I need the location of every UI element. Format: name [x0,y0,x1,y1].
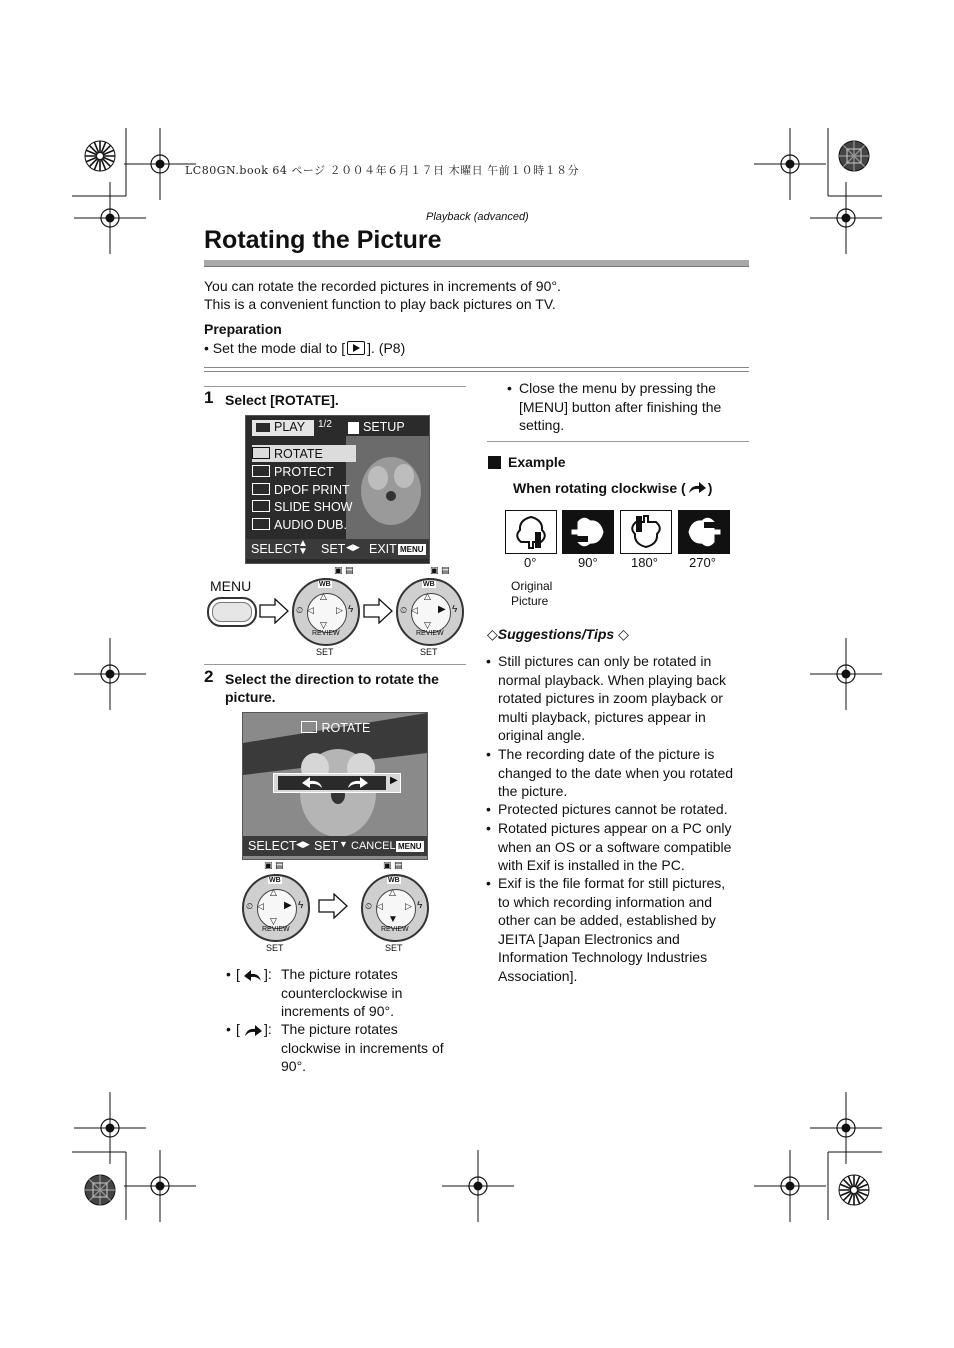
left-right-icon: ◀▶ [296,839,310,849]
dial-right-arrow-pressed-icon: ▶ [438,604,446,615]
microphone-icon [252,518,270,530]
menu-page-indicator: 1/2 [318,419,332,430]
tab-play-label: PLAY [274,420,306,434]
dial-down-arrow-icon: ▽ [270,916,277,926]
slideshow-icon [252,500,270,512]
dial-review-label: REVIEW [416,630,444,637]
footer-select: SELECT [248,839,297,853]
exposure-icons: ▣ ▤ [334,565,354,575]
set-label: SET [385,943,403,953]
left-right-icon: ◀▶ [346,542,360,552]
preparation-text-after: ]. (P8) [367,340,406,356]
dial-up-arrow-icon: △ [389,887,396,897]
rotate-icon [252,447,270,459]
footer-set: SET [314,839,339,853]
dial-right-arrow-pressed-icon: ▶ [284,900,292,911]
angle-label-180: 180° [631,555,658,570]
print-header: LC80GN.book 64 ページ ２００４年６月１７日 木曜日 午前１０時１８分 [185,164,580,177]
control-dial-right[interactable] [242,874,310,942]
footer-set: SET [321,542,346,556]
selector-right-arrow-icon: ▶ [390,775,398,786]
menu-footer [246,539,429,559]
angle-label-270: 270° [689,555,716,570]
flash-icon: ϟ [452,604,458,615]
right-col-rule [487,441,749,442]
menu-item-protect[interactable]: PROTECT [252,463,356,480]
dial-right-arrow-icon: ▷ [336,605,343,615]
footer-exit: EXIT [369,542,397,556]
step2-text-line2: picture. [225,689,276,705]
exposure-icons: ▣ ▤ [264,860,284,870]
step1-number: 1 [204,388,214,407]
example-square-icon [488,456,501,469]
playback-mode-icon [347,341,365,355]
direction-selector[interactable] [273,773,401,793]
title-rule [204,260,749,267]
exposure-icons: ▣ ▤ [383,860,403,870]
self-timer-icon: ⏲ [246,901,254,911]
intro-line-2: This is a convenient function to play back pictures on TV. [204,296,556,312]
menu-label: MENU [210,578,252,594]
intro-line-1: You can rotate the recorded pictures in increments of 90°. [204,278,561,294]
play-tab-icon [256,423,270,432]
example-subheading: When rotating clockwise ( ) [513,480,713,496]
up-down-icon: ▲ ▼ [298,538,308,557]
menu-tab-bar [252,420,424,436]
rotate-screen [242,712,428,860]
control-dial-up[interactable] [292,578,360,646]
menu-button-tag: MENU [400,545,424,554]
thumb-90-degrees [562,510,614,554]
dial-down-arrow-icon: ▽ [320,620,327,630]
rotate-counterclockwise-icon[interactable] [300,776,326,790]
dial-left-arrow-icon: ◁ [257,901,264,911]
control-dial-down[interactable] [361,874,429,942]
preparation-text [204,340,405,356]
cw-bracket-close: ]: [264,1021,272,1037]
step2-text [225,670,439,706]
step2-rule [204,664,466,665]
dial-up-arrow-icon: △ [270,887,277,897]
intro-text [204,277,561,313]
menu-button-tag: MENU [398,842,422,851]
rotate-footer [243,836,427,856]
bullet: • [204,340,209,356]
footer-cancel: CANCEL [351,840,396,852]
tree-icon [686,512,722,552]
arrow-right-icon [363,598,393,624]
section-label: Playback (advanced) [426,211,529,223]
diamond-icon: ◇ [618,626,629,642]
dial-wb-label: WB [388,877,400,884]
step1-text: Select [ROTATE]. [225,392,339,408]
down-icon: ▼ [339,839,348,849]
example-heading: Example [508,454,566,470]
play-menu-screen [245,415,430,564]
dial-left-arrow-icon: ◁ [411,605,418,615]
self-timer-icon: ⏲ [296,605,304,615]
tree-icon [626,514,666,550]
print-icon [252,483,270,495]
dial-review-label: REVIEW [312,630,340,637]
angle-label-0: 0° [524,555,537,570]
page-title: Rotating the Picture [204,226,442,254]
dial-down-arrow-icon: ▽ [424,620,431,630]
tree-icon [511,514,551,550]
diamond-icon: ◇ [487,626,498,642]
flash-icon: ϟ [417,900,423,911]
rotate-counterclockwise-icon [242,969,264,983]
step1-rule [204,386,466,387]
arrow-right-icon [259,598,289,624]
flash-icon: ϟ [298,900,304,911]
preparation-text-before: Set the mode dial to [ [212,340,346,356]
rotate-title-bar [301,719,370,737]
set-label: SET [266,943,284,953]
menu-item-dpof-print[interactable]: DPOF PRINT [252,481,356,498]
dial-right-arrow-icon: ▷ [405,901,412,911]
menu-item-slide-show[interactable]: SLIDE SHOW [252,498,356,515]
self-timer-icon: ⏲ [400,605,408,615]
dial-down-arrow-pressed-icon: ▼ [388,914,398,925]
flash-icon: ϟ [348,604,354,615]
rotate-icon [301,721,317,733]
dial-wb-label: WB [269,877,281,884]
set-label: SET [420,647,438,657]
original-picture-label: Original Picture [511,579,553,608]
thumb-0-degrees [505,510,557,554]
koala-photo [346,436,429,546]
rotate-clockwise-icon[interactable] [344,776,370,790]
angle-label-90: 90° [578,555,598,570]
ccw-bracket-close: ]: [264,966,272,982]
arrow-right-icon [318,893,348,919]
preparation-heading: Preparation [204,321,282,337]
step2-number: 2 [204,667,214,686]
dial-review-label: REVIEW [262,926,290,933]
key-icon [252,465,270,477]
control-dial-right[interactable] [396,578,464,646]
dial-wb-label: WB [423,581,435,588]
menu-item-rotate[interactable]: ROTATE [252,445,356,462]
dial-up-arrow-icon: △ [320,591,327,601]
ccw-bracket-open: [ [236,966,240,982]
rotate-clockwise-icon [242,1024,264,1038]
rotate-screen-title: ROTATE [321,721,371,735]
footer-select: SELECT [251,542,300,556]
tips-heading: ◇Suggestions/Tips ◇ [487,626,629,642]
set-label: SET [316,647,334,657]
thumb-270-degrees [678,510,730,554]
dial-left-arrow-icon: ◁ [376,901,383,911]
dial-review-label: REVIEW [381,926,409,933]
step2-text-line1: Select the direction to rotate the [225,671,439,687]
self-timer-icon: ⏲ [365,901,373,911]
tree-icon [570,512,606,552]
thumb-180-degrees [620,510,672,554]
dial-wb-label: WB [319,581,331,588]
section-divider [204,367,749,372]
rotate-clockwise-icon [686,481,708,495]
exposure-icons: ▣ ▤ [430,565,450,575]
cw-bracket-open: [ [236,1021,240,1037]
menu-item-audio-dub[interactable]: AUDIO DUB. [252,516,356,533]
menu-button[interactable] [207,597,257,627]
dial-left-arrow-icon: ◁ [307,605,314,615]
tab-setup[interactable]: SETUP [363,420,405,434]
dial-up-arrow-icon: △ [424,591,431,601]
setup-wrench-icon [348,422,359,434]
